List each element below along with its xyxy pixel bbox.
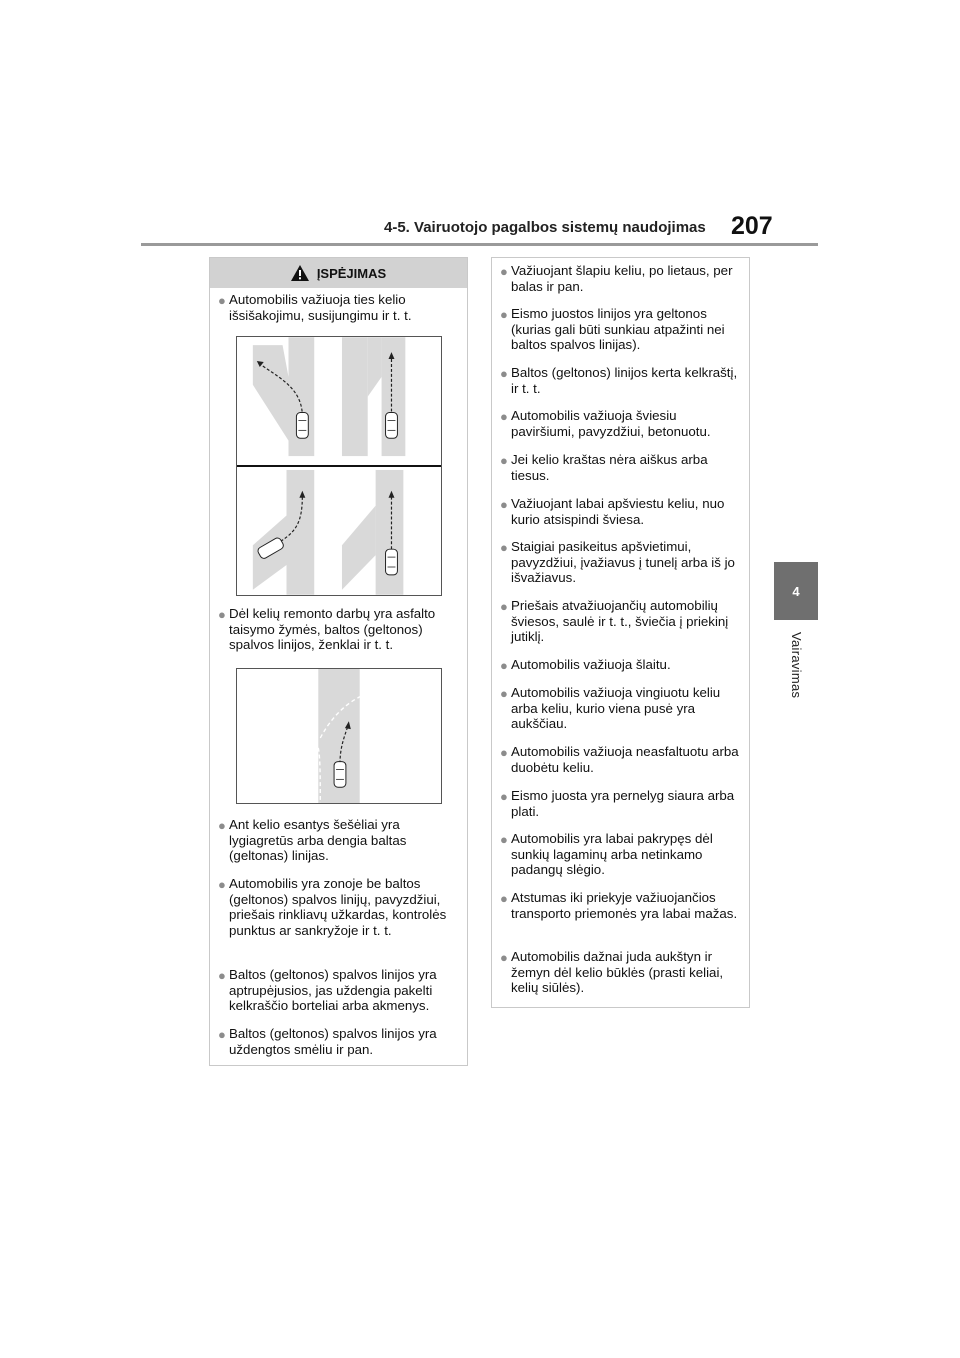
circle-bullet-icon: ● [218,818,226,833]
circle-bullet-icon: ● [218,1027,226,1042]
circle-bullet-icon: ● [500,409,508,424]
warning-box [209,257,468,1066]
circle-bullet-icon: ● [500,599,508,614]
list-item: ● Eismo juosta yra pernelyg siaura arba plati. [500,788,735,819]
list-item: ● Atstumas iki priekyje važiuojančios transporto priemonės yra labai mažas. [500,890,738,921]
circle-bullet-icon: ● [218,877,226,892]
list-item: ● Automobilis važiuoja ties kelio išsišakojimu, susijungimu ir t. t. [218,292,412,323]
list-item: ● Važiuojant šlapiu keliu, po lietaus, per balas ir pan. [500,263,733,294]
page-number: 207 [731,212,773,240]
circle-bullet-icon: ● [500,497,508,512]
list-item: ● Automobilis važiuoja šlaitu. [500,657,671,673]
list-item: ● Važiuojant labai apšviestu keliu, nuo kurio atsispindi šviesa. [500,496,725,527]
list-item: ● Dėl kelių remonto darbų yra asfalto taisymo žymės, baltos (geltonos) spalvos linijos, ženklai ir t. t. [218,606,436,652]
warning-heading: ĮSPĖJIMAS [316,265,387,281]
list-item: ● Priešais atvažiuojančių automobilių šviesos, saulė ir t. t., šviečia į priekinį jutiklį. [500,598,729,644]
circle-bullet-icon: ● [218,968,226,983]
list-item: ● Baltos (geltonos) spalvos linijos yra uždengtos smėliu ir pan. [218,1026,437,1057]
list-item: ● Automobilis važiuoja šviesiu paviršiumi, pavyzdžiui, betonuotu. [500,408,711,439]
list-item: ● Ant kelio esantys šešėliai yra lygiagretūs arba dengia baltas (geltonas) linijas. [218,817,407,863]
circle-bullet-icon: ● [500,453,508,468]
list-item: ● Staigiai pasikeitus apšvietimui, pavyzdžiui, įvažiavus į tunelį arba iš jo išvažiavus. [500,539,735,585]
warning-header [210,258,467,288]
circle-bullet-icon: ● [500,891,508,906]
circle-bullet-icon: ● [500,789,508,804]
list-item: ● Automobilis dažnai juda aukštyn ir žemyn dėl kelio būklės (prasti keliai, kelių siūlės). [500,949,724,995]
circle-bullet-icon: ● [500,264,508,279]
header-divider [141,243,818,246]
conditions-list-box [491,257,750,1008]
circle-bullet-icon: ● [500,745,508,760]
circle-bullet-icon: ● [500,950,508,965]
circle-bullet-icon: ● [500,832,508,847]
list-item: ● Eismo juostos linijos yra geltonos (kurias gali būti sunkiau atpažinti nei baltos spalvos linijas). [500,306,725,352]
section-title: 4-5. Vairuotojo pagalbos sistemų naudojimas [384,219,706,236]
circle-bullet-icon: ● [500,686,508,701]
warning-triangle-icon [291,265,309,281]
list-item: ● Jei kelio kraštas nėra aiškus arba tiesus. [500,452,708,483]
circle-bullet-icon: ● [500,540,508,555]
list-item: ● Automobilis važiuoja neasfaltuotu arba duobėtu keliu. [500,744,739,775]
circle-bullet-icon: ● [500,366,508,381]
list-item: ● Automobilis yra zonoje be baltos (geltonos) spalvos linijų, pavyzdžiui, priešais rinkliavų užkardas, kontrolės punktus ar sankryžoje ir t. t. [218,876,447,938]
circle-bullet-icon: ● [218,293,226,308]
list-item: ● Automobilis yra labai pakrypęs dėl sunkių lagaminų arba netinkamo padangų slėgio. [500,831,713,877]
chapter-label: Vairavimas [789,632,804,699]
list-item: ● Baltos (geltonos) linijos kerta kelkraštį, ir t. t. [500,365,738,396]
chapter-tab: 4 [774,562,818,620]
circle-bullet-icon: ● [500,307,508,322]
fork-merge-illustration [236,336,442,596]
circle-bullet-icon: ● [500,658,508,673]
road-repair-illustration [236,668,442,804]
circle-bullet-icon: ● [218,607,226,622]
list-item: ● Baltos (geltonos) spalvos linijos yra aptrupėjusios, jas uždengia pakelti kelkraščio borteliai arba akmenys. [218,967,437,1013]
list-item: ● Automobilis važiuoja vingiuotu keliu arba keliu, kurio viena pusė yra aukščiau. [500,685,721,731]
